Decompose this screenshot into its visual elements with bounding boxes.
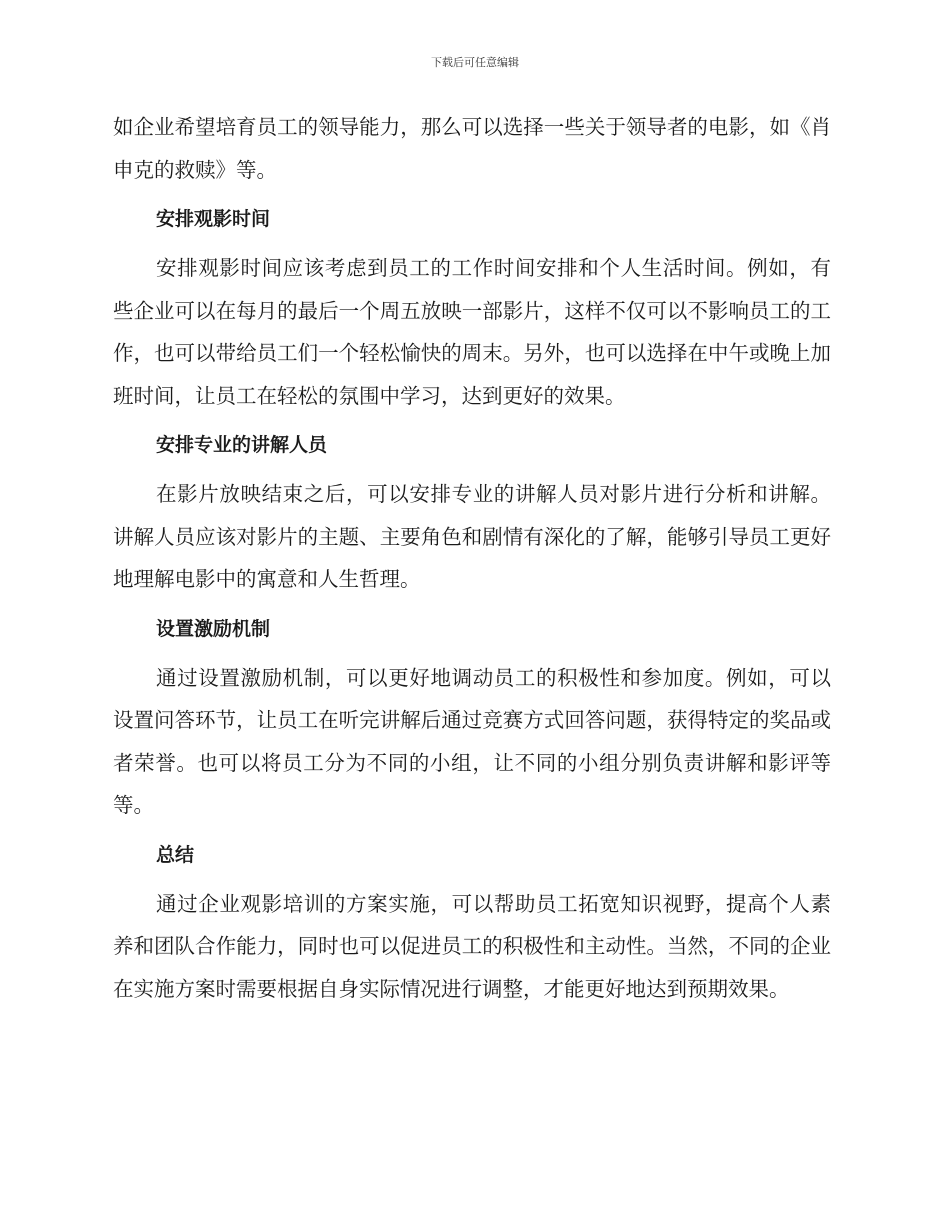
heading-lecturer: 安排专业的讲解人员 bbox=[156, 434, 328, 456]
paragraph-lecturer: 在影片放映结束之后，可以安排专业的讲解人员对影片进行分析和讲解。讲解人员应该对影片的主题、主要角色和剧情有深化的了解，能够引导员工更好地理解电影中的寓意和人生哲理。 bbox=[113, 482, 831, 591]
heading-schedule: 安排观影时间 bbox=[156, 208, 271, 230]
paragraph-schedule: 安排观影时间应该考虑到员工的工作时间安排和个人生活时间。例如，有些企业可以在每月的最后一个周五放映一部影片，这样不仅可以不影响员工的工作，也可以带给员工们一个轻松愉快的周末。另外，也可以选择在中午或晚上加班时间，让员工在轻松的氛围中学习，达到更好的效果。 bbox=[113, 256, 831, 408]
paragraph-intro: 如企业希望培育员工的领导能力，那么可以选择一些关于领导者的电影，如《肖申克的救赎》等。 bbox=[113, 115, 831, 182]
heading-incentive: 设置激励机制 bbox=[156, 617, 271, 640]
heading-summary: 总结 bbox=[156, 843, 195, 866]
document-body bbox=[113, 106, 831, 1010]
page-header: 下载后可任意编辑 bbox=[431, 56, 519, 69]
paragraph-summary: 通过企业观影培训的方案实施，可以帮助员工拓宽知识视野，提高个人素养和团队合作能力，同时也可以促进员工的积极性和主动性。当然，不同的企业在实施方案时需要根据自身实际情况进行调整，才能更好地达到预期效果。 bbox=[113, 891, 831, 1001]
paragraph-incentive: 通过设置激励机制，可以更好地调动员工的积极性和参加度。例如，可以设置问答环节，让员工在听完讲解后通过竞赛方式回答问题，获得特定的奖品或者荣誉。也可以将员工分为不同的小组，让不同的小组分别负责讲解和影评等等。 bbox=[113, 665, 831, 817]
